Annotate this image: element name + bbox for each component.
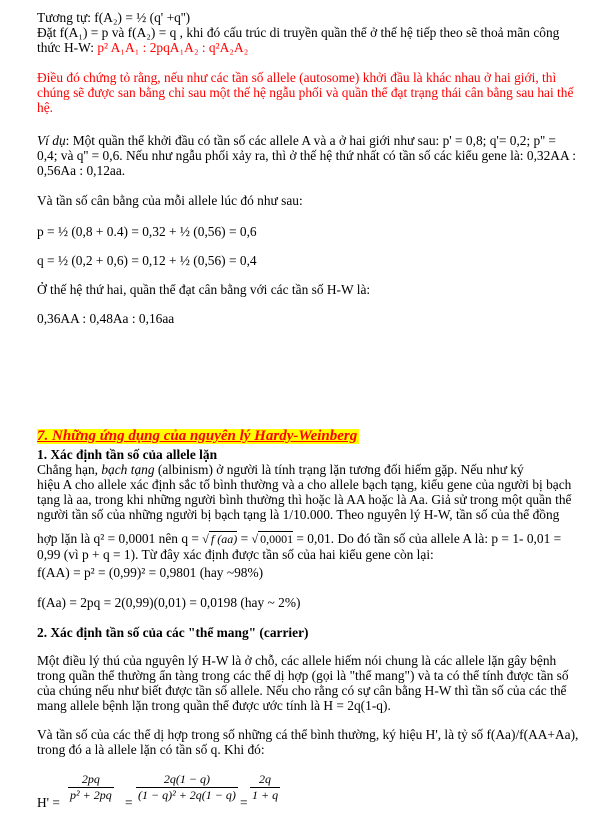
equals-sign-2: = [240,795,248,810]
carrier-line-1: Một điều lý thú của nguyên lý H-W là ở chỗ, các allele hiếm nói chung là các allele lặn gây bệnh [37,653,557,668]
f-Aa-equation: f(Aa) = 2pq = 2(0,99)(0,01) = 0,0198 (hay ~ 2%) [37,595,301,610]
heterozygote-line-1: Và tần số của các thể dị hợp trong số những cá thể bình thường, ký hiệu H', là tỷ số f(Aa)/f(AA+Aa), [37,727,579,742]
red-paragraph-line-2: chúng sẽ được san bằng chỉ sau một thế hệ ngẫu phối và quần thể đạt trạng thái cân bằng sau hai thế [37,85,574,100]
second-generation-values: 0,36AA : 0,48Aa : 0,16aa [37,311,175,326]
equation-p: p = ½ (0,8 + 0.4) = 0,32 + ½ (0,56) = 0,6 [37,224,257,239]
albinism-line-1: Chẳng hạn, bạch tạng (albinism) ở người là tính trạng lặn tương đối hiếm gặp. Nếu như ký [37,462,524,477]
f-AA-equation: f(AA) = p² = (0,99)² = 0,9801 (hay ~98%) [37,565,264,580]
example-line-1: Ví dụ: Một quần thể khởi đầu có tần số các allele A và a ở hai giới như sau: p' = 0,8; q'= 0,2; p'' = [37,133,556,148]
red-paragraph-line-3: hệ. [37,100,53,115]
section-7-heading: 7. Những ứng dụng của nguyên lý Hardy-Weinberg [37,428,358,444]
carrier-line-3: của chúng nếu như biết được tần số allele. Nếu cho rằng có sự cân bằng H-W thì tần số của các thể [37,683,567,698]
fraction-3: $\frac{2q}{1 + q}$ [252,772,279,802]
carrier-line-2: trong quần thể thường ẩn tàng trong các thể dị hợp (gọi là "thể mang") và ta có thể tính được tần số [37,668,569,683]
example-line-2: 0,4; và q'' = 0,6. Nếu như ngẫu phối xảy ra, thì ở thế hệ thứ nhất có tần số các kiểu gene là: 0,32AA : [37,148,576,163]
carrier-line-4: mang allele bệnh lặn trong quần thể được ước tính là H = 2q(1-q). [37,698,391,713]
h-prime-label: H' = [37,795,60,810]
equation-q: q = ½ (0,2 + 0,6) = 0,12 + ½ (0,56) = 0,4 [37,253,257,268]
albinism-line-6: 0,99 (vì p + q = 1). Từ đây xác định được tần số của hai kiểu gene còn lại: [37,547,434,562]
albinism-line-3: tạng là aa, trong khi những người bình thường thì hoặc là AA hoặc là Aa. Giả sử trong một quần thể [37,492,572,507]
albinism-line-4: người tần số của những người bị bạch tạng là 1/10.000. Theo nguyên lý H-W, tần số của thể đồng [37,507,560,522]
sqrt-value: √ 0,0001 [251,532,294,546]
example-line-3: 0,56Aa : 0,12aa. [37,163,126,178]
sqrt-f-aa: √ f (aa) [202,532,238,546]
fraction-1: $\frac{2pq}{\text{p² + 2pq}}$ [70,772,112,802]
example-label: Ví dụ [37,133,66,148]
hw-formula: p² A₁A₁ : 2pqA₁A₂ : q²A₂A₂ [97,40,249,55]
subsection-1-heading: 1. Xác định tần số của allele lặn [37,447,218,462]
fraction-2: $\frac{2q(1 - q)}{\text{(1 − q)² + 2q(1 − q)}}$ [138,772,236,802]
albinism-line-2: hiệu A cho allele xác định sắc tố bình thường và a cho allele bạch tạng, kiểu gene của người bị bạch [37,477,572,492]
albinism-line-5: hợp lặn là q² = 0,0001 nên q = √ f (aa) = √ 0,0001 = 0,01. Do đó tần số của allele A là: p = 1- 0,01 = [37,531,562,546]
heterozygote-line-2: trong đó a là allele lặn có tần số q. Khi đó: [37,742,265,757]
top-line-2a: Đặt f(A₁) = p và f(A₂) = q , khi đó cấu trúc di truyền quần thể ở thế hệ tiếp theo sẽ thoả mãn công [37,25,560,40]
subsection-2-heading: 2. Xác định tần số của các "thể mang" (carrier) [37,625,309,640]
second-generation-text: Ở thế hệ thứ hai, quần thể đạt cân bằng với các tần số H-W là: [37,282,371,297]
top-line-2b: thức H-W: p² A₁A₁ : 2pqA₁A₂ : q²A₂A₂ [37,40,249,55]
top-line-1: Tương tự: f(A₂) = ½ (q' +q'') [37,10,191,25]
equilibrium-intro: Và tần số cân bằng của mỗi allele lúc đó như sau: [37,193,303,208]
equals-sign-1: = [125,795,133,810]
red-paragraph-line-1: Điều đó chứng tỏ rằng, nếu như các tần số allele (autosome) khởi đầu là khác nhau ở hai giới, thì [37,70,557,85]
